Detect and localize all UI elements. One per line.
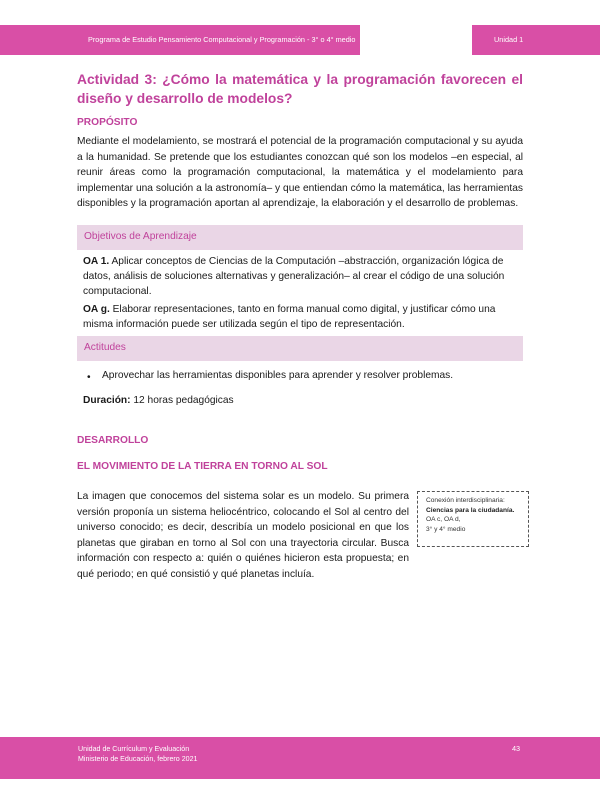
interdisciplinary-box xyxy=(417,491,529,547)
attitudes-heading: Actitudes xyxy=(84,342,126,353)
attitudes-band xyxy=(77,336,523,361)
sidebox-subject: Ciencias para la ciudadanía. xyxy=(426,506,515,514)
attitude-item: Aprovechar las herramientas disponibles para aprender y resolver problemas. xyxy=(102,370,454,381)
objective-item xyxy=(83,254,513,299)
sidebox-line: 3° y 4° medio xyxy=(426,525,466,533)
unit-label-text: Unidad 1 xyxy=(494,35,524,44)
bullet-icon: • xyxy=(87,372,91,383)
objectives-heading: Objetivos de Aprendizaje xyxy=(84,231,197,242)
purpose-text: Mediante el modelamiento, se mostrará el potencial de la programación computacional y su ayuda a la humanidad. Se pretende que los estudiantes conozcan qué son los modelos –en especial, al reunir áreas como la programación computacional, la matemática y el modelamiento para implementar una solución a la astronomía– y que entiendan cómo la matemática, las herramientas disponibles y la programación aportan al aprendizaje, la elaboración y el desarrollo de problemas. xyxy=(77,136,523,210)
development-text: La imagen que conocemos del sistema solar es un modelo. Su primera versión proponía un sistema heliocéntrico, colocando el Sol al centro del universo conocido; es decir, describía un modelo posicional en que los planetas que giraban en torno al Sol con una trayectoria circular. Busca información con respecto a: quién o quiénes hicieron esta propuesta; en qué periodo; en qué consistió y qué planetas incluía. xyxy=(77,491,409,580)
objective-text: Elaborar representaciones, tanto en forma manual como digital, y justificar cómo una misma información puede ser utilizada según el tipo de representación. xyxy=(83,304,496,330)
unit-label xyxy=(472,25,600,55)
purpose-heading: PROPÓSITO xyxy=(77,117,138,128)
activity-title: Actividad 3: ¿Cómo la matemática y la programación favorecen el diseño y desarrollo de modelos? xyxy=(77,72,523,106)
footer-line: Unidad de Currículum y Evaluación xyxy=(78,745,190,753)
development-subheading: EL MOVIMIENTO DE LA TIERRA EN TORNO AL SOL xyxy=(77,461,328,472)
program-title: Programa de Estudio Pensamiento Computacional y Programación - 3° o 4° medio xyxy=(76,25,360,55)
sidebox-line: Conexión interdisciplinaria: xyxy=(426,497,505,504)
header-gap xyxy=(360,25,472,55)
objective-code: OA 1. xyxy=(83,256,110,267)
objective-code: OA g. xyxy=(83,304,110,315)
objectives-band xyxy=(77,225,523,250)
objective-item xyxy=(83,302,513,332)
development-heading: DESARROLLO xyxy=(77,435,149,446)
duration xyxy=(83,395,234,406)
duration-value: 12 horas pedagógicas xyxy=(133,395,234,406)
duration-label: Duración: xyxy=(83,395,131,406)
sidebox-line: OA c, OA d, xyxy=(426,516,461,523)
footer-text xyxy=(78,744,197,764)
objective-text: Aplicar conceptos de Ciencias de la Computación –abstracción, organización lógica de datos, análisis de soluciones alternativas y generalización– al crear el código de una solución computacional. xyxy=(83,256,505,297)
footer-line: Ministerio de Educación, febrero 2021 xyxy=(78,755,198,763)
page-number: 43 xyxy=(512,744,521,753)
